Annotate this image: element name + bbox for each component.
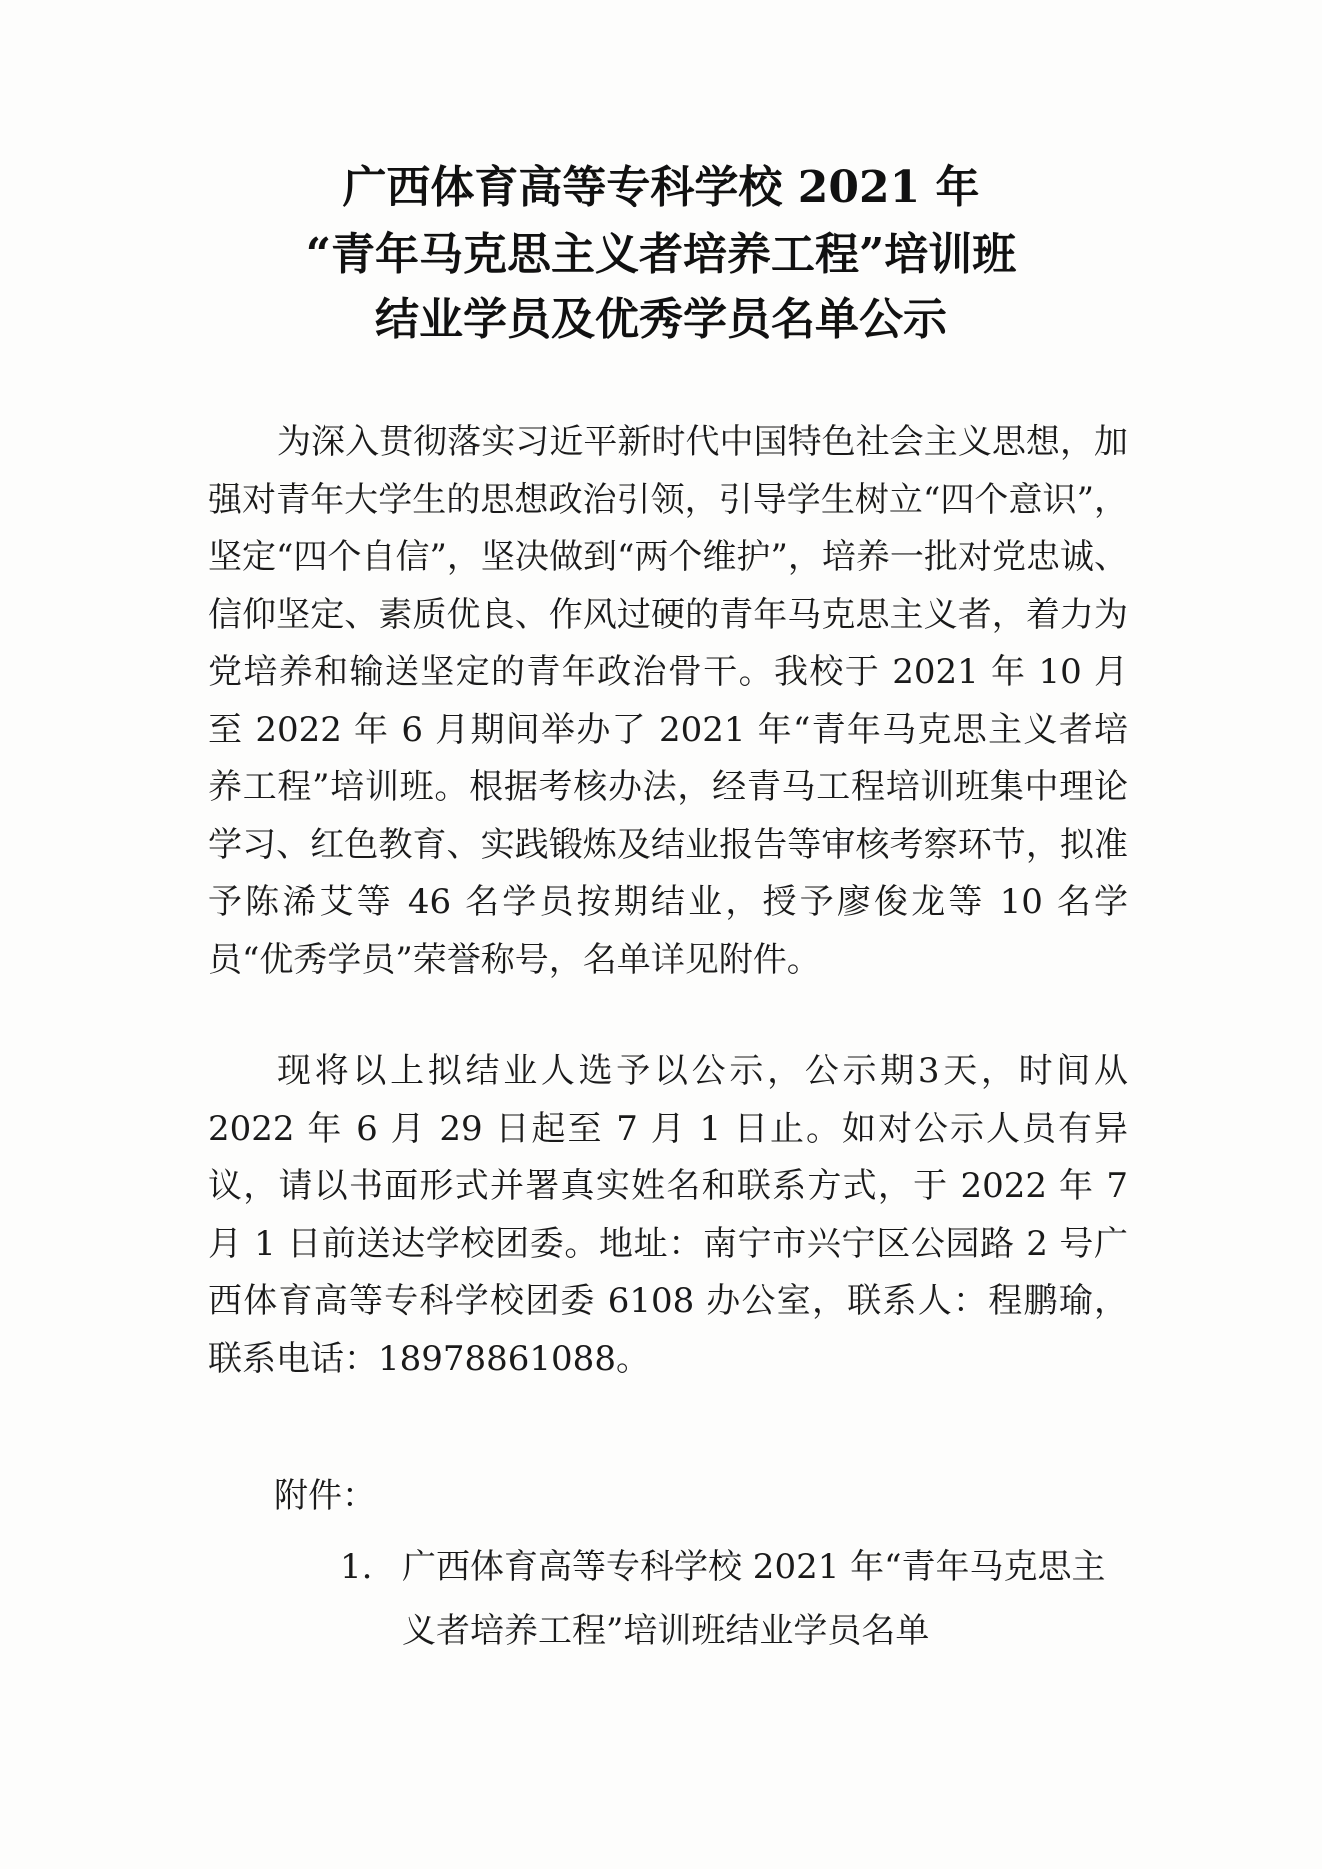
- paragraph-2: 现将以上拟结业人选予以公示，公示期3天，时间从2022 年 6 月 29 日起至 7 月 1 日止。如对公示人员有异议，请以书面形式并署真实姓名和联系方式，于 2022 年 7 月 1 日前送达学校团委。地址：南宁市兴宁区公园路 2 号广西体育高等专科学校团委 6108 办公室，联系人：程鹏瑜，联系电话：18978861088。: [208, 1051, 1128, 1379]
- title-line-3: 结业学员及优秀学员名单公示: [375, 294, 947, 345]
- attachment-label: 附件：: [274, 1476, 376, 1516]
- attachment-text-line-1: 广西体育高等专科学校 2021 年“青年马克思主: [402, 1547, 1106, 1587]
- title-line-1: 广西体育高等专科学校 2021 年: [342, 162, 980, 213]
- attachment-text-line-2: 义者培养工程”培训班结业学员名单: [402, 1611, 930, 1651]
- attachment-number: 1.: [340, 1547, 373, 1587]
- paragraph-1: 为深入贯彻落实习近平新时代中国特色社会主义思想，加强对青年大学生的思想政治引领，引导学生树立“四个意识”，坚定“四个自信”，坚决做到“两个维护”，培养一批对党忠诚、信仰坚定、素质优良、作风过硬的青年马克思主义者，着力为党培养和输送坚定的青年政治骨干。我校于 2021 年 10 月至 2022 年 6 月期间举办了 2021 年“青年马克思主义者培养工程”培训班。根据考核办法，经青马工程培训班集中理论学习、红色教育、实践锻炼及结业报告等审核考察环节，拟准予陈浠艾等 46 名学员按期结业，授予廖俊龙等 10 名学员“优秀学员”荣誉称号，名单详见附件。: [208, 422, 1128, 980]
- title-line-2: “青年马克思主义者培养工程”培训班: [305, 229, 1017, 280]
- attachment-item-1: [340, 1535, 1130, 1663]
